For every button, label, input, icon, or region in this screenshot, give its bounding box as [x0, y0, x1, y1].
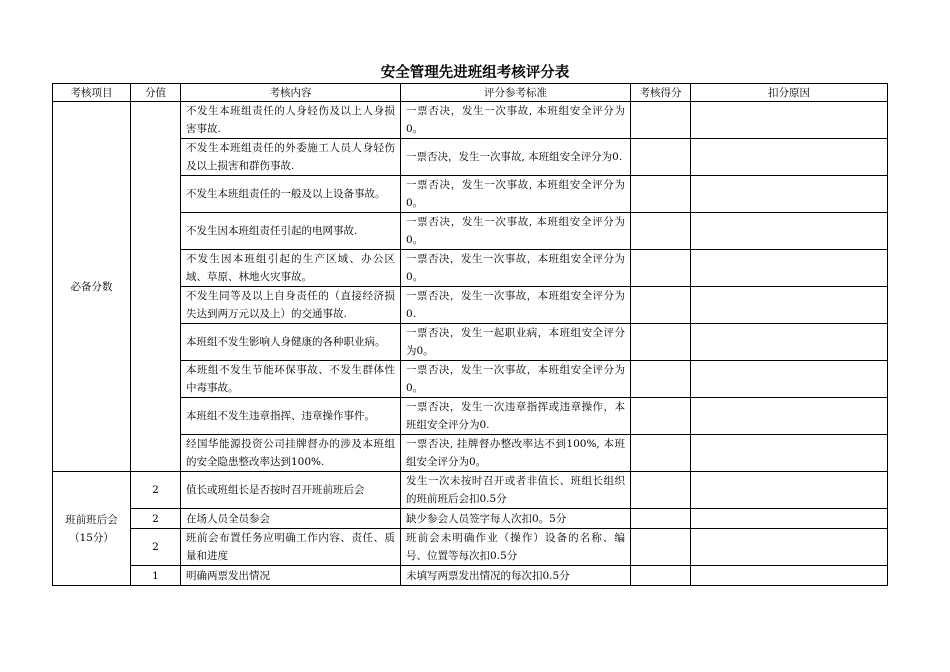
reason-cell[interactable]	[691, 509, 888, 529]
reason-cell[interactable]	[691, 139, 888, 176]
content-cell: 明确两票发出情况	[181, 566, 401, 586]
earned-cell[interactable]	[631, 529, 691, 566]
table-row	[53, 566, 888, 586]
reason-cell[interactable]	[691, 435, 888, 472]
standard-cell: 班前会未明确作业（操作）设备的名称、编号、位置等每次扣0.5分	[401, 529, 631, 566]
reason-cell[interactable]	[691, 324, 888, 361]
standard-cell: 一票否决，发生一次事故, 本班组安全评分为0。	[401, 213, 631, 250]
score-cell	[131, 102, 181, 472]
earned-cell[interactable]	[631, 324, 691, 361]
reason-cell[interactable]	[691, 213, 888, 250]
content-cell: 不发生因本班组引起的生产区域、办公区域、草原、林地火灾事故。	[181, 250, 401, 287]
content-cell: 值长或班组长是否按时召开班前班后会	[181, 472, 401, 509]
earned-cell[interactable]	[631, 509, 691, 529]
header-content: 考核内容	[181, 84, 401, 102]
standard-cell: 一票否决，发生一次违章指挥或违章操作，本班组安全评分为0.	[401, 398, 631, 435]
reason-cell[interactable]	[691, 176, 888, 213]
header-earned: 考核得分	[631, 84, 691, 102]
content-cell: 不发生同等及以上自身责任的（直接经济损失达到两万元以及上）的交通事故.	[181, 287, 401, 324]
header-item: 考核项目	[53, 84, 131, 102]
earned-cell[interactable]	[631, 176, 691, 213]
earned-cell[interactable]	[631, 102, 691, 139]
standard-cell: 发生一次未按时召开或者非值长、班组长组织的班前班后会扣0.5分	[401, 472, 631, 509]
score-cell: 2	[131, 529, 181, 566]
standard-cell: 一票否决，发生一次事故，本班组安全评分为0。	[401, 250, 631, 287]
earned-cell[interactable]	[631, 287, 691, 324]
content-cell: 经国华能源投资公司挂牌督办的涉及本班组的安全隐患整改率达到100%.	[181, 435, 401, 472]
standard-cell: 一票否决，发生一次事故，本班组安全评分为0.	[401, 287, 631, 324]
content-cell: 不发生因本班组责任引起的电网事故.	[181, 213, 401, 250]
earned-cell[interactable]	[631, 398, 691, 435]
assessment-table	[52, 83, 888, 586]
earned-cell[interactable]	[631, 361, 691, 398]
earned-cell[interactable]	[631, 472, 691, 509]
category-cell	[53, 102, 131, 472]
standard-cell: 一票否决, 挂牌督办整改率达不到100%, 本班组安全评分为0。	[401, 435, 631, 472]
earned-cell[interactable]	[631, 139, 691, 176]
header-reason: 扣分原因	[691, 84, 888, 102]
standard-cell: 未填写两票发出情况的每次扣0.5分	[401, 566, 631, 586]
header-score: 分值	[131, 84, 181, 102]
earned-cell[interactable]	[631, 213, 691, 250]
score-cell: 2	[131, 509, 181, 529]
content-cell: 在场人员全员参会	[181, 509, 401, 529]
table-row	[53, 529, 888, 566]
standard-cell: 一票否决，发生一次事故, 本班组安全评分为0.	[401, 139, 631, 176]
standard-cell: 一票否决，发生一次事故，本班组安全评分为0。	[401, 361, 631, 398]
header-standard: 评分参考标准	[401, 84, 631, 102]
standard-cell: 一票否决，发生一起职业病，本班组安全评分为0。	[401, 324, 631, 361]
reason-cell[interactable]	[691, 250, 888, 287]
earned-cell[interactable]	[631, 435, 691, 472]
table-header-row	[53, 84, 888, 102]
reason-cell[interactable]	[691, 472, 888, 509]
content-cell: 本班组不发生违章指挥、违章操作事件。	[181, 398, 401, 435]
category-label: 必备分数	[70, 280, 113, 293]
content-cell: 不发生本班组责任的外委施工人员人身轻伤及以上损害和群伤事故.	[181, 139, 401, 176]
standard-cell: 一票否决，发生一次事故, 本班组安全评分为0。	[401, 102, 631, 139]
reason-cell[interactable]	[691, 361, 888, 398]
reason-cell[interactable]	[691, 102, 888, 139]
score-cell: 1	[131, 566, 181, 586]
category-points: （15分）	[69, 531, 114, 544]
content-cell: 不发生本班组责任的人身轻伤及以上人身损害事故.	[181, 102, 401, 139]
reason-cell[interactable]	[691, 529, 888, 566]
page-title: 安全管理先进班组考核评分表	[380, 65, 570, 81]
earned-cell[interactable]	[631, 250, 691, 287]
category-cell	[53, 472, 131, 586]
content-cell: 不发生本班组责任的一般及以上设备事故。	[181, 176, 401, 213]
table-row	[53, 509, 888, 529]
table-row	[53, 472, 888, 509]
content-cell: 本班组不发生节能环保事故、不发生群体性中毒事故。	[181, 361, 401, 398]
reason-cell[interactable]	[691, 398, 888, 435]
earned-cell[interactable]	[631, 566, 691, 586]
content-cell: 班前会布置任务应明确工作内容、责任、质量和进度	[181, 529, 401, 566]
standard-cell: 一票否决，发生一次事故, 本班组安全评分为0。	[401, 176, 631, 213]
table-row	[53, 102, 888, 139]
score-cell: 2	[131, 472, 181, 509]
content-cell: 本班组不发生影响人身健康的各种职业病。	[181, 324, 401, 361]
reason-cell[interactable]	[691, 287, 888, 324]
reason-cell[interactable]	[691, 566, 888, 586]
category-label: 班前班后会	[65, 513, 118, 526]
standard-cell: 缺少参会人员签字每人次扣0。5分	[401, 509, 631, 529]
